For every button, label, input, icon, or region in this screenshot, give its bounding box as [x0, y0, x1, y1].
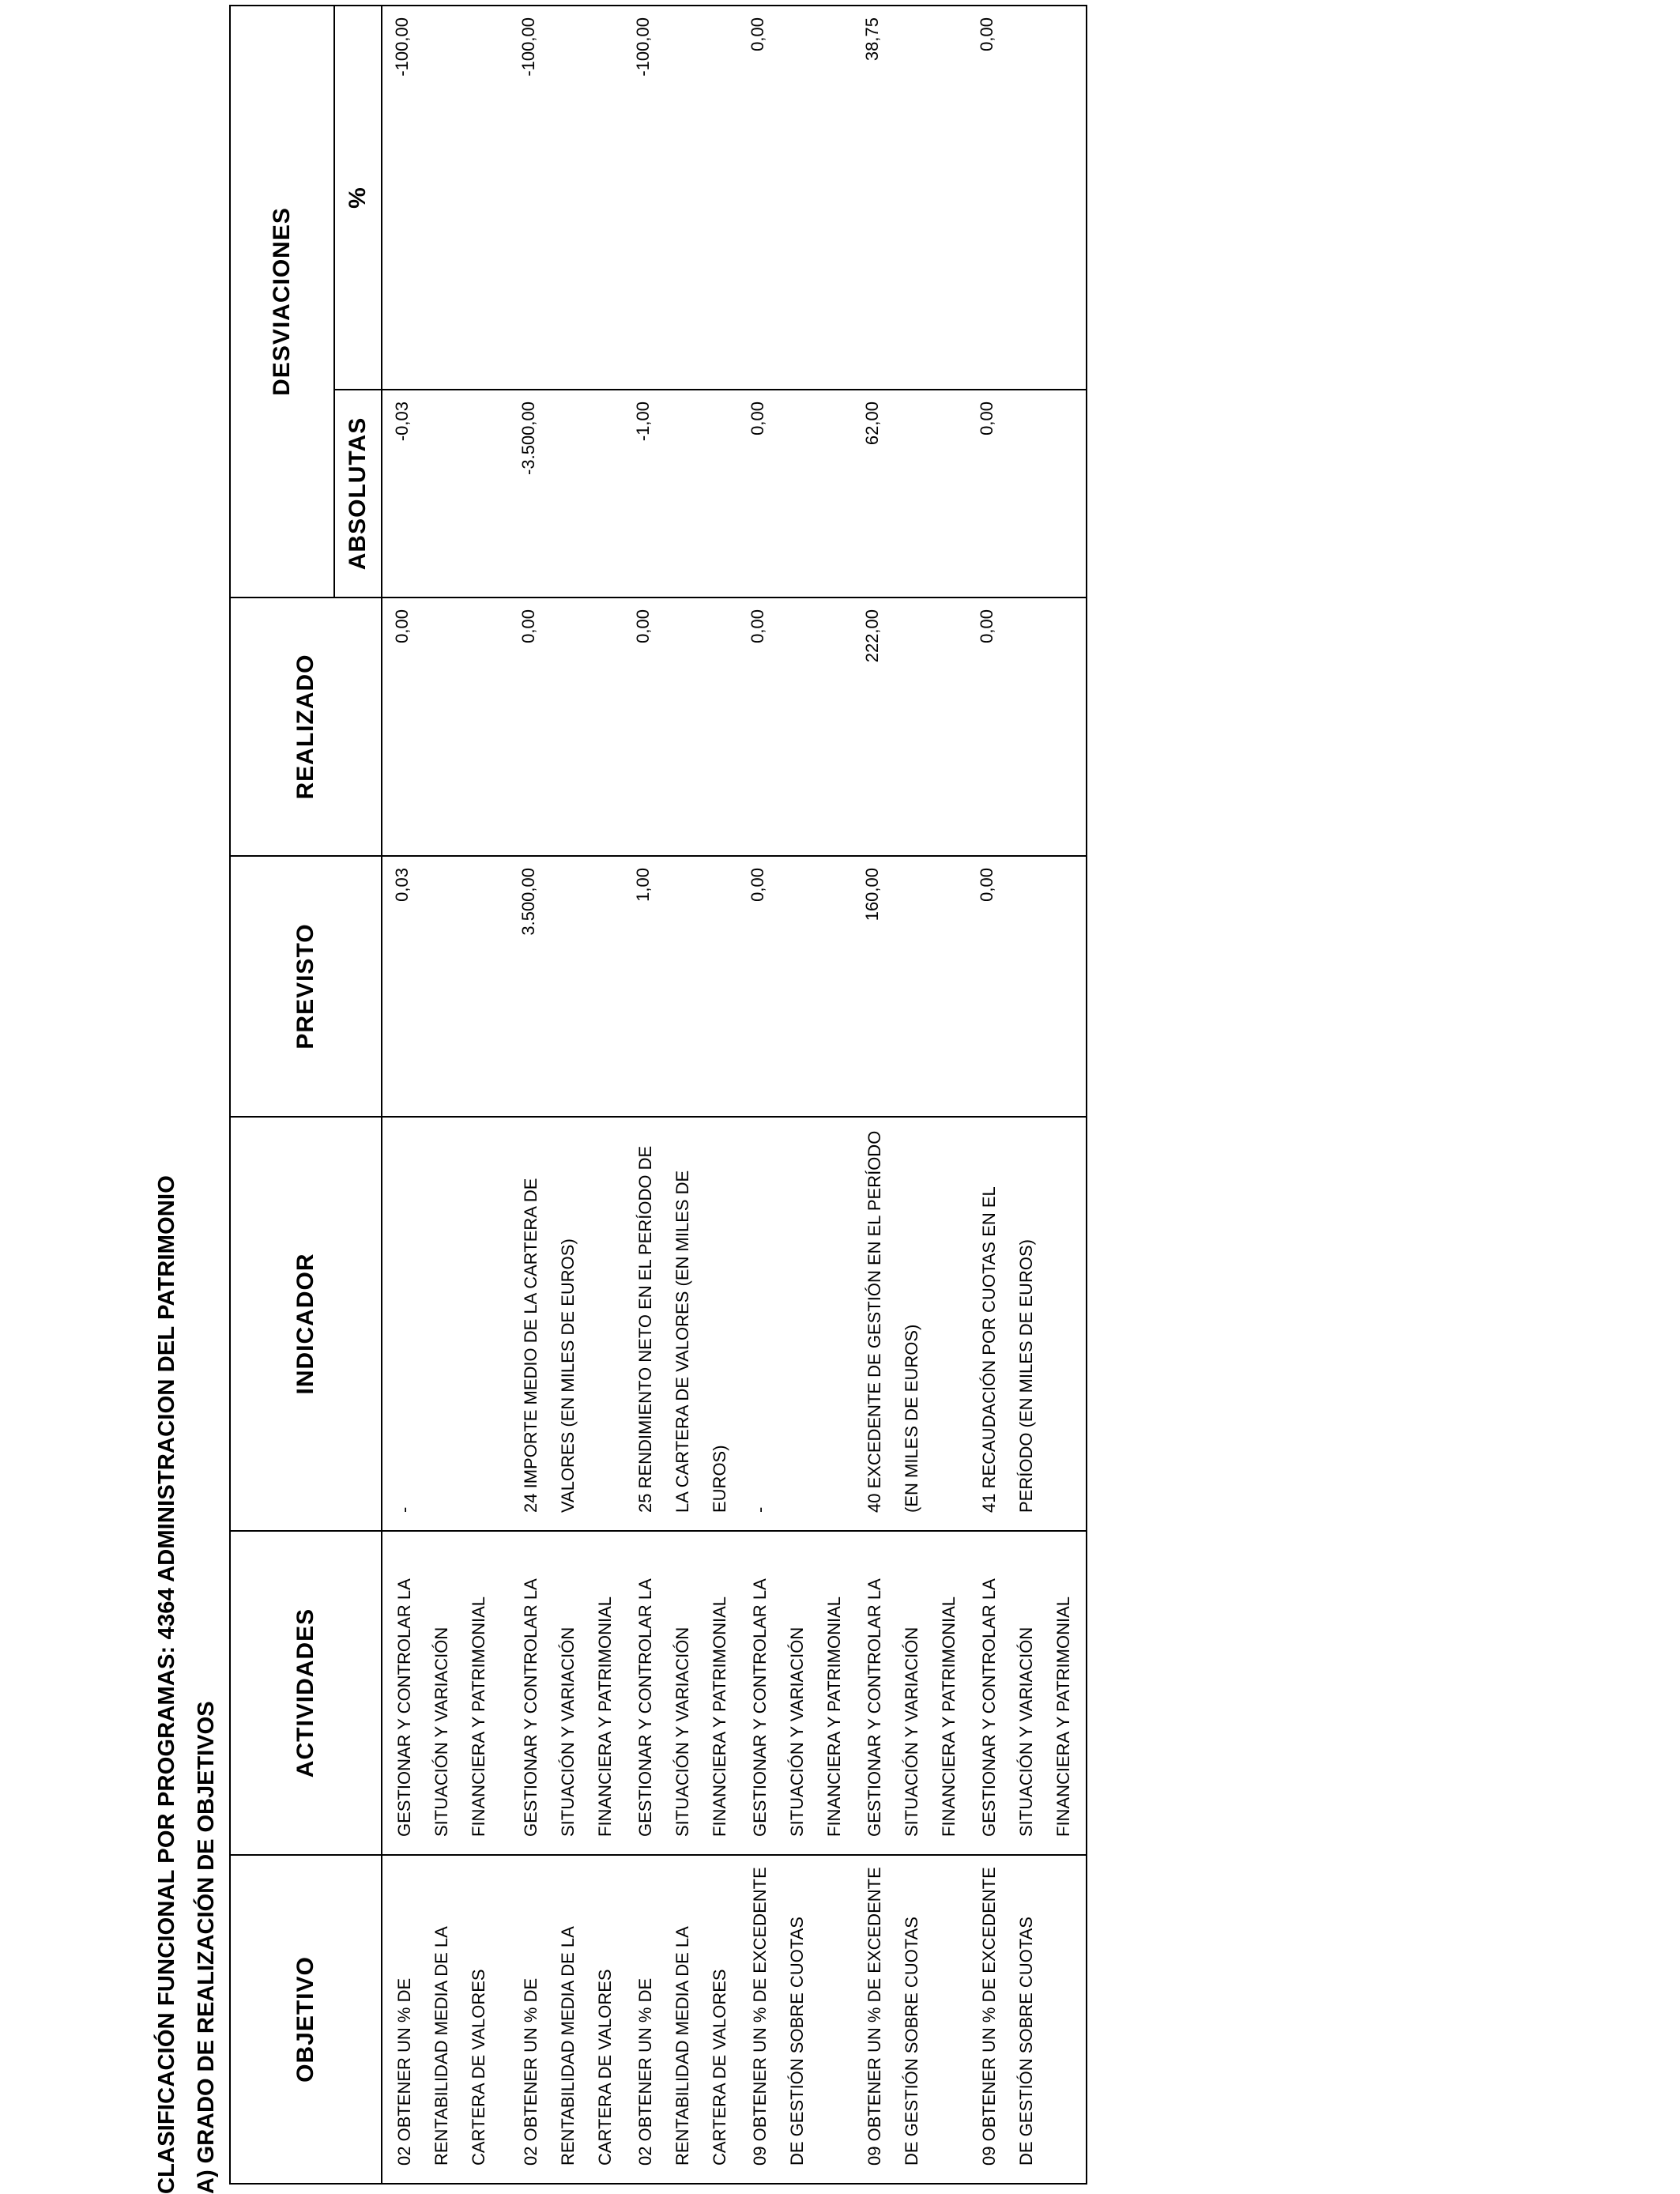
- table-row: [738, 6, 853, 2184]
- absolutas-cell: -3.500,00: [518, 401, 538, 475]
- absolutas-cell: 0,00: [977, 401, 996, 435]
- absolutas-cell: -0,03: [392, 401, 412, 442]
- porcentaje-cell: 0,00: [977, 17, 996, 51]
- objectives-table-container: [229, 6, 1073, 2185]
- table-row: [967, 6, 1087, 2184]
- indicador-cell: -: [394, 1506, 414, 1513]
- header-desviaciones: DESVIACIONES: [230, 6, 334, 598]
- objetivo-cell: 09 OBTENER UN % DE EXCEDENTE DE GESTIÓN SOBRE CUOTAS: [979, 1867, 1036, 2166]
- realizado-cell: 0,00: [748, 609, 767, 643]
- header-porcentaje: %: [334, 6, 382, 390]
- header-indicador: INDICADOR: [230, 1117, 382, 1531]
- header-realizado: REALIZADO: [230, 598, 382, 856]
- previsto-cell: 0,00: [977, 868, 996, 902]
- absolutas-cell: 0,00: [748, 401, 767, 435]
- page-title: CLASIFICACIÓN FUNCIONAL POR PROGRAMAS: 4364 ADMINISTRACION DEL PATRIMONIO: [154, 1174, 179, 2194]
- actividades-cell: GESTIONAR Y CONTROLAR LA SITUACIÓN Y VARIACIÓN FINANCIERA Y PATRIMONIAL: [750, 1579, 844, 1837]
- absolutas-cell: -1,00: [633, 401, 653, 442]
- previsto-cell: 160,00: [862, 868, 882, 922]
- previsto-cell: 0,03: [392, 868, 412, 902]
- table-header: [230, 6, 382, 2184]
- table-row: [509, 6, 623, 2184]
- table-row: [623, 6, 738, 2184]
- indicador-cell: 24 IMPORTE MEDIO DE LA CARTERA DE VALORES (EN MILES DE EUROS): [521, 1178, 578, 1513]
- table-body: [382, 6, 1087, 2184]
- realizado-cell: 0,00: [977, 609, 996, 643]
- previsto-cell: 1,00: [633, 868, 653, 902]
- porcentaje-cell: -100,00: [392, 17, 412, 77]
- actividades-cell: GESTIONAR Y CONTROLAR LA SITUACIÓN Y VARIACIÓN FINANCIERA Y PATRIMONIAL: [521, 1579, 615, 1837]
- indicador-cell: 25 RENDIMIENTO NETO EN EL PERÍODO DE LA CARTERA DE VALORES (EN MILES DE EUROS): [635, 1145, 729, 1513]
- indicador-cell: 41 RECAUDACIÓN POR CUOTAS EN EL PERÍODO (EN MILES DE EUROS): [979, 1187, 1036, 1513]
- header-actividades: ACTIVIDADES: [230, 1531, 382, 1855]
- objetivo-cell: 09 OBTENER UN % DE EXCEDENTE DE GESTIÓN SOBRE CUOTAS: [750, 1867, 807, 2166]
- header-absolutas: ABSOLUTAS: [334, 390, 382, 598]
- objetivo-cell: 02 OBTENER UN % DE RENTABILIDAD MEDIA DE LA CARTERA DE VALORES: [394, 1927, 488, 2166]
- header-objetivo: OBJETIVO: [230, 1855, 382, 2184]
- realizado-cell: 222,00: [862, 609, 882, 663]
- objetivo-cell: 09 OBTENER UN % DE EXCEDENTE DE GESTIÓN SOBRE CUOTAS: [864, 1867, 921, 2166]
- objetivo-cell: 02 OBTENER UN % DE RENTABILIDAD MEDIA DE LA CARTERA DE VALORES: [521, 1927, 615, 2166]
- porcentaje-cell: 38,75: [862, 17, 882, 62]
- header-previsto: PREVISTO: [230, 856, 382, 1117]
- actividades-cell: GESTIONAR Y CONTROLAR LA SITUACIÓN Y VARIACIÓN FINANCIERA Y PATRIMONIAL: [864, 1579, 959, 1837]
- previsto-cell: 0,00: [748, 868, 767, 902]
- previsto-cell: 3.500,00: [518, 868, 538, 936]
- porcentaje-cell: -100,00: [518, 17, 538, 77]
- actividades-cell: GESTIONAR Y CONTROLAR LA SITUACIÓN Y VARIACIÓN FINANCIERA Y PATRIMONIAL: [635, 1579, 729, 1837]
- objetivo-cell: 02 OBTENER UN % DE RENTABILIDAD MEDIA DE LA CARTERA DE VALORES: [635, 1927, 729, 2166]
- table-row: [853, 6, 967, 2184]
- realizado-cell: 0,00: [392, 609, 412, 643]
- absolutas-cell: 62,00: [862, 401, 882, 446]
- porcentaje-cell: 0,00: [748, 17, 767, 51]
- indicador-cell: 40 EXCEDENTE DE GESTIÓN EN EL PERÍODO (EN MILES DE EUROS): [864, 1130, 921, 1513]
- actividades-cell: GESTIONAR Y CONTROLAR LA SITUACIÓN Y VARIACIÓN FINANCIERA Y PATRIMONIAL: [979, 1579, 1073, 1837]
- section-title: A) GRADO DE REALIZACIÓN DE OBJETIVOS: [194, 1701, 219, 2194]
- realizado-cell: 0,00: [633, 609, 653, 643]
- table-row: [382, 6, 509, 2184]
- objectives-table: [229, 5, 1087, 2185]
- realizado-cell: 0,00: [518, 609, 538, 643]
- porcentaje-cell: -100,00: [633, 17, 653, 77]
- actividades-cell: GESTIONAR Y CONTROLAR LA SITUACIÓN Y VARIACIÓN FINANCIERA Y PATRIMONIAL: [394, 1579, 488, 1837]
- indicador-cell: -: [750, 1506, 770, 1513]
